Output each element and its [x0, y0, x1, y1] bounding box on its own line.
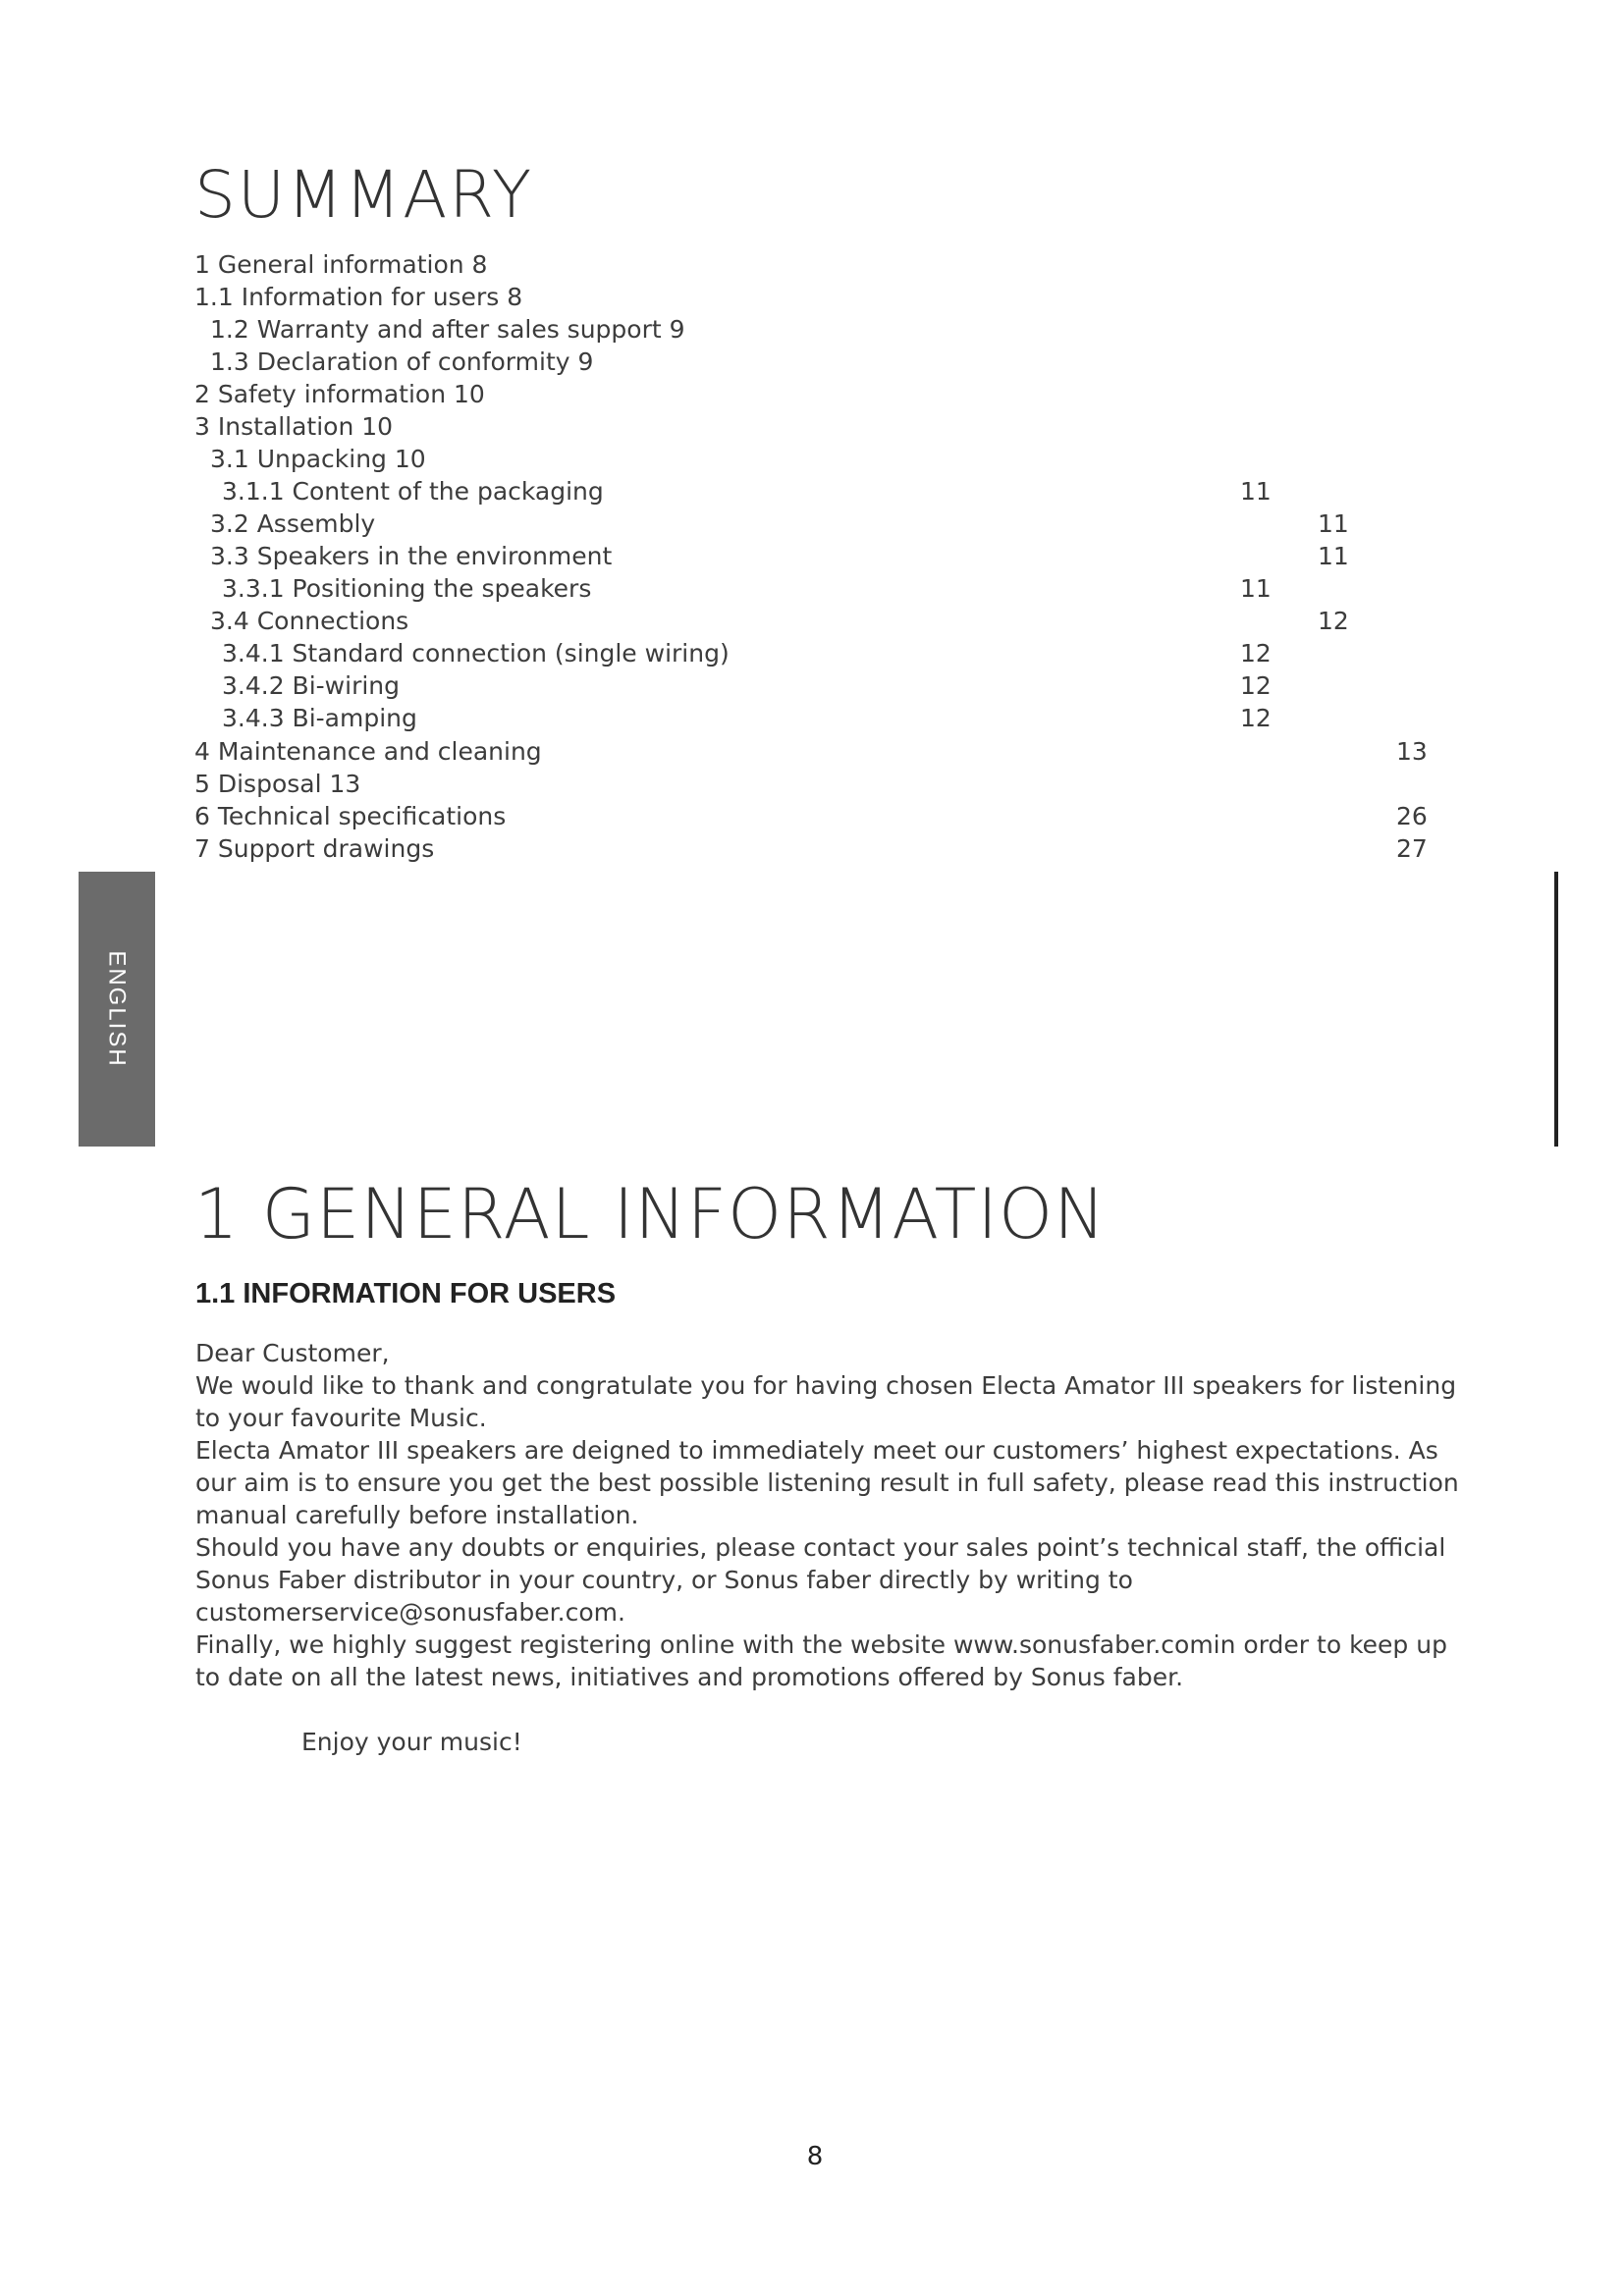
toc-entry[interactable]: 3.4.2 Bi-wiring: [222, 671, 401, 700]
toc-page-number: 11: [1318, 542, 1349, 570]
subsection-title: 1.1 INFORMATION FOR USERS: [195, 1278, 617, 1309]
section-title: 1 GENERAL INFORMATION: [194, 1174, 1107, 1255]
page-edge-marker: [1554, 872, 1558, 1147]
toc-page-number: 13: [1396, 737, 1428, 766]
language-tab: [79, 872, 155, 1147]
toc-entry[interactable]: 7 Support drawings: [194, 834, 435, 863]
toc-entry[interactable]: 1.1 Information for users 8: [194, 283, 523, 311]
toc-page-number: 12: [1240, 704, 1272, 732]
toc-page-number: 26: [1396, 802, 1428, 830]
toc-page-number: 11: [1240, 574, 1272, 603]
toc-entry[interactable]: 3.1 Unpacking 10: [210, 445, 426, 473]
paragraph: We would like to thank and congratulate you for having chosen Electa Amator III speakers for listening to your favourite Music.: [195, 1371, 1457, 1432]
toc-entry[interactable]: 3 Installation 10: [194, 412, 394, 441]
toc-entry[interactable]: 1 General information 8: [194, 250, 488, 279]
toc-page-number: 11: [1318, 509, 1349, 538]
toc-entry[interactable]: 3.4.3 Bi-amping: [222, 704, 417, 732]
paragraph: Finally, we highly suggest registering online with the website www.sonusfaber.comin order to keep up to date on all the latest news, initiatives and promotions offered by Sonus faber.: [195, 1630, 1447, 1691]
paragraph: Should you have any doubts or enquiries, please contact your sales point’s technical staff, the official Sonus Faber distributor in your country, or Sonus faber directly by writing to customerservice@sonusfaber.com.: [195, 1533, 1446, 1627]
toc-entry[interactable]: 3.2 Assembly: [210, 509, 376, 538]
toc-page-number: 27: [1396, 834, 1428, 863]
toc-entry[interactable]: 1.2 Warranty and after sales support 9: [210, 315, 685, 344]
toc-page-number: 12: [1318, 607, 1349, 635]
body-text: [195, 1337, 1472, 1758]
table-of-contents: [0, 0, 1624, 883]
toc-entry[interactable]: 4 Maintenance and cleaning: [194, 737, 542, 766]
language-tab-label: ENGLISH: [104, 950, 131, 1068]
toc-entry[interactable]: 3.4.1 Standard connection (single wiring): [222, 639, 730, 667]
closing-line: Enjoy your music!: [301, 1728, 522, 1756]
toc-page-number: 11: [1240, 477, 1272, 506]
toc-entry[interactable]: 1.3 Declaration of conformity 9: [210, 347, 594, 376]
summary-title: SUMMARY: [194, 157, 534, 233]
paragraph: Dear Customer,: [195, 1339, 390, 1367]
toc-entry[interactable]: 3.1.1 Content of the packaging: [222, 477, 604, 506]
toc-entry[interactable]: 5 Disposal 13: [194, 770, 361, 798]
toc-entry[interactable]: 6 Technical specifications: [194, 802, 507, 830]
toc-entry[interactable]: 2 Safety information 10: [194, 380, 485, 408]
toc-page-number: 12: [1240, 671, 1272, 700]
paragraph: Electa Amator III speakers are deigned to immediately meet our customers’ highest expectations. As our aim is to ensure you get the best possible listening result in full safety, please read this instruction manual carefully before installation.: [195, 1436, 1459, 1529]
toc-entry[interactable]: 3.3 Speakers in the environment: [210, 542, 613, 570]
toc-entry[interactable]: 3.4 Connections: [210, 607, 409, 635]
toc-page-number: 12: [1240, 639, 1272, 667]
toc-entry[interactable]: 3.3.1 Positioning the speakers: [222, 574, 592, 603]
page-number: 8: [806, 2142, 824, 2171]
